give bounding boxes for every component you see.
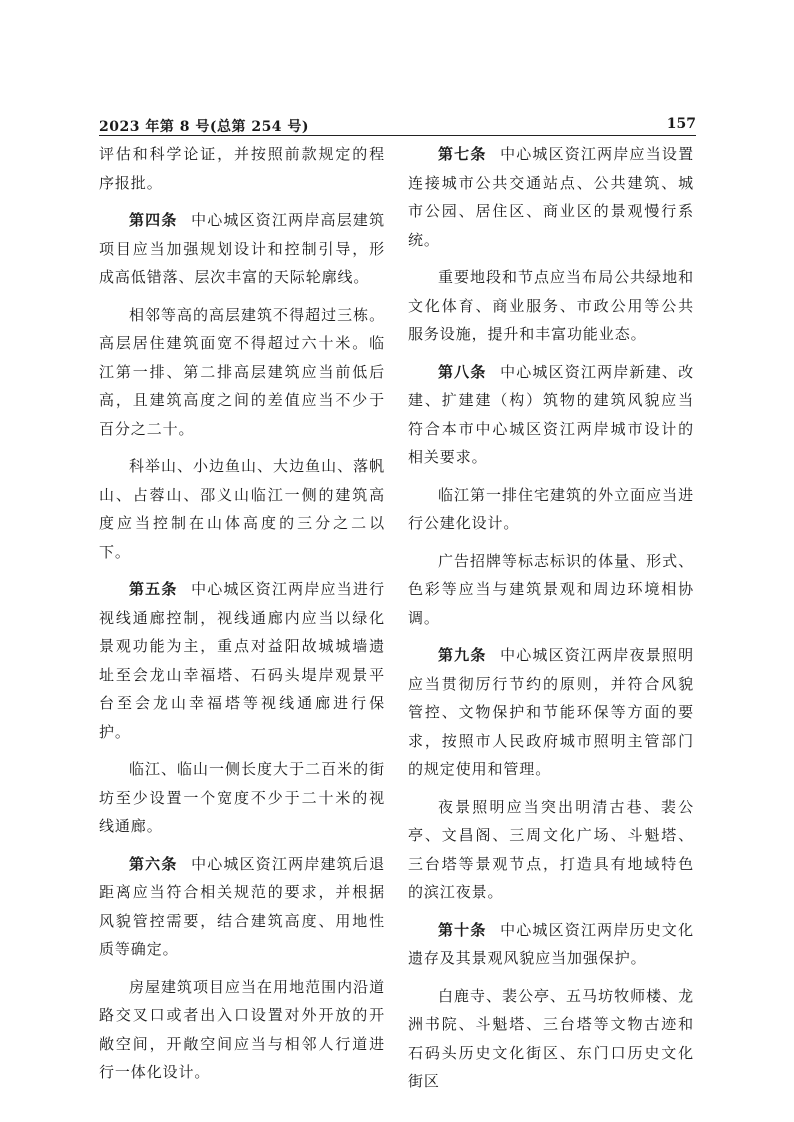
- paragraph-text: 中心城区资江两岸应当设置连接城市公共交通站点、公共建筑、城市公园、居住区、商业区的景观慢行系统。: [408, 145, 694, 249]
- paragraph-text: 中心城区资江两岸夜景照明应当贯彻厉行节约的原则，并符合风貌管控、文物保护和节能环保等方面的要求，按照市人民政府城市照明主管部门的规定使用和管理。: [408, 646, 694, 778]
- paragraph-text: 夜景照明应当突出明清古巷、裴公亭、文昌阁、三周文化广场、斗魁塔、三台塔等景观节点，打造具有地域特色的滨江夜景。: [408, 797, 694, 901]
- paragraph-text: 中心城区资江两岸应当进行视线通廊控制，视线通廊内应当以绿化景观功能为主，重点对益阳故城城墙遗址至会龙山幸福塔、石码头堤岸观景平台至会龙山幸福塔等视线通廊进行保护。: [99, 580, 385, 741]
- article-8-paragraph: [408, 358, 694, 472]
- paragraph-text: 科举山、小边鱼山、大边鱼山、落帆山、占蓉山、邵义山临江一侧的建筑高度应当控制在山体高度的三分之二以下。: [99, 457, 385, 561]
- article-number: 第九条: [438, 646, 487, 664]
- paragraph-text: 白鹿寺、裴公亭、五马坊牧师楼、龙洲书院、斗魁塔、三台塔等文物古迹和石码头历史文化街区、东门口历史文化街区: [408, 986, 694, 1090]
- paragraph-text: 中心城区资江两岸建筑后退距离应当符合相关规范的要求，并根据风貌管控需要，结合建筑高度、用地性质等确定。: [99, 854, 385, 958]
- article-number: 第六条: [129, 854, 178, 873]
- paragraph-text: 中心城区资江两岸新建、改建、扩建建（构）筑物的建筑风貌应当符合本市中心城区资江两岸城市设计的相关要求。: [408, 362, 694, 466]
- paragraph-text: 中心城区资江两岸历史文化遗存及其景观风貌应当加强保护。: [408, 920, 694, 967]
- paragraph-text: 重要地段和节点应当布局公共绿地和文化体育、商业服务、市政公用等公共服务设施，提升和丰富功能业态。: [408, 268, 694, 343]
- paragraph: [99, 755, 385, 841]
- paragraph: [408, 793, 694, 907]
- page-number: 157: [666, 116, 696, 132]
- paragraph: [99, 452, 385, 566]
- article-10-paragraph: [408, 916, 694, 973]
- article-number: 第十条: [438, 920, 487, 939]
- paragraph-continues: [408, 982, 694, 1096]
- paragraph-text: 房屋建筑项目应当在用地范围内沿道路交叉口或者出入口设置对外开放的开敞空间，开敞空间应当与相邻人行道进行一体化设计。: [99, 977, 385, 1081]
- paragraph-text: 评估和科学论证，并按照前款规定的程序报批。: [99, 145, 385, 192]
- paragraph-text: 广告招牌等标志标识的体量、形式、色彩等应当与建筑景观和周边环境相协调。: [408, 551, 694, 627]
- article-7-paragraph: [408, 140, 694, 254]
- article-number: 第五条: [129, 580, 178, 598]
- article-5-paragraph: [99, 575, 385, 746]
- paragraph-text: 相邻等高的高层建筑不得超过三栋。高层居住建筑面宽不得超过六十米。临江第一排、第二排高层建筑应当前低后高，且建筑高度之间的差值应当不少于百分之二十。: [99, 305, 385, 438]
- paragraph: [408, 263, 694, 349]
- article-6-paragraph: [99, 850, 385, 964]
- header-rule: [99, 135, 696, 136]
- page-header: [99, 114, 696, 136]
- paragraph-text: 临江第一排住宅建筑的外立面应当进行公建化设计。: [408, 485, 694, 532]
- right-column: [408, 140, 694, 1096]
- article-number: 第四条: [129, 211, 178, 229]
- issue-label: 2023 年第 8 号(总第 254 号): [99, 119, 310, 135]
- paragraph: [99, 973, 385, 1087]
- paragraph: [408, 547, 694, 633]
- article-number: 第七条: [438, 145, 487, 163]
- paragraph-continued: [99, 140, 385, 197]
- article-9-paragraph: [408, 641, 694, 784]
- article-4-paragraph: [99, 206, 385, 292]
- left-column: [99, 140, 385, 1087]
- article-number: 第八条: [438, 362, 487, 381]
- paragraph-text: 中心城区资江两岸高层建筑项目应当加强规划设计和控制引导，形成高低错落、层次丰富的天际轮廓线。: [99, 211, 385, 286]
- paragraph: [408, 481, 694, 538]
- paragraph: [99, 301, 385, 444]
- paragraph-text: 临江、临山一侧长度大于二百米的街坊至少设置一个宽度不少于二十米的视线通廊。: [99, 760, 385, 835]
